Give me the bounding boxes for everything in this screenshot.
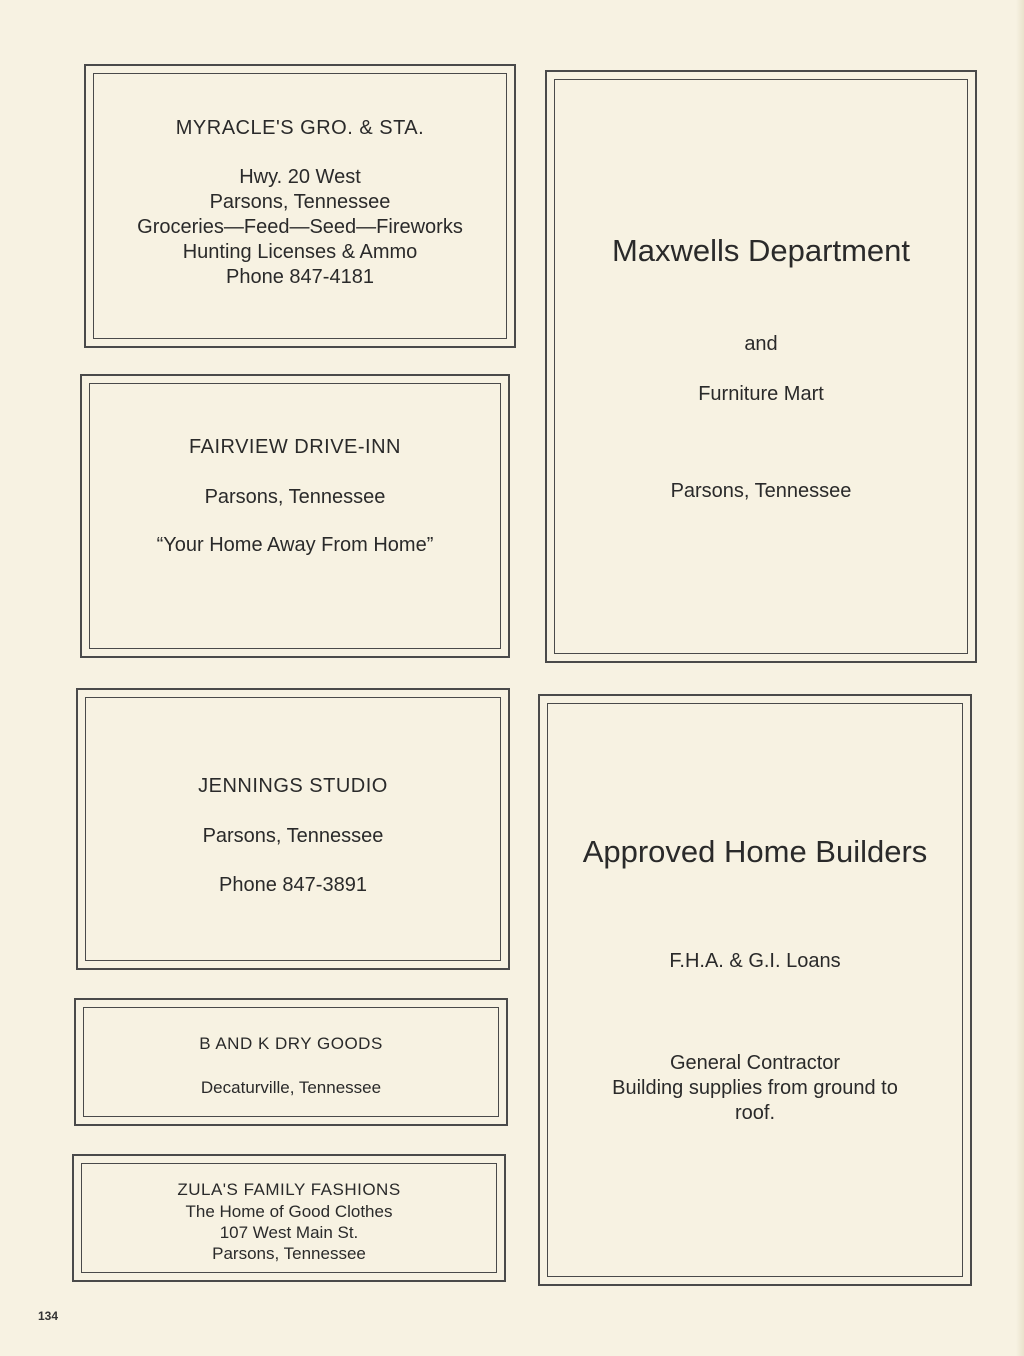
ad-fairview (80, 374, 510, 658)
ad-subtitle: Furniture Mart (698, 383, 824, 405)
ad-city: Parsons, Tennessee (670, 480, 852, 502)
ad-title: Approved Home Builders (582, 834, 928, 869)
ad-address: Hwy. 20 West (239, 166, 361, 188)
ad-loans: F.H.A. & G.I. Loans (669, 950, 841, 972)
ad-title: Maxwells Department (611, 233, 911, 268)
ad-title: ZULA'S FAMILY FASHIONS (177, 1180, 401, 1199)
ad-supplies: Building supplies from ground to (612, 1077, 898, 1099)
ad-contractor: General Contractor (669, 1052, 841, 1074)
ad-inner-border (554, 79, 968, 654)
ad-title: MYRACLE'S GRO. & STA. (175, 117, 425, 139)
ad-phone: Phone 847-3891 (219, 874, 367, 896)
ad-address: 107 West Main St. (219, 1223, 359, 1242)
ad-supplies-cont: roof. (734, 1102, 776, 1124)
page-edge (1016, 0, 1024, 1356)
ad-slogan: The Home of Good Clothes (185, 1202, 393, 1221)
ad-city: Parsons, Tennessee (209, 191, 391, 213)
ad-bandk (74, 998, 508, 1126)
ad-approved (538, 694, 972, 1286)
ad-goods: Groceries—Feed—Seed—Fireworks (137, 216, 463, 238)
ad-title: FAIRVIEW DRIVE-INN (189, 436, 401, 458)
ad-jennings (76, 688, 510, 970)
ad-myracles (84, 64, 516, 348)
ad-slogan: “Your Home Away From Home” (156, 534, 434, 556)
ad-title: B AND K DRY GOODS (199, 1034, 383, 1053)
ad-city: Parsons, Tennessee (204, 486, 386, 508)
page-number: 134 (38, 1309, 59, 1323)
ad-title: JENNINGS STUDIO (198, 775, 388, 797)
ad-inner-border (83, 1007, 499, 1117)
ad-inner-border (89, 383, 501, 649)
ad-and: and (744, 333, 778, 355)
ad-inner-border (547, 703, 963, 1277)
ad-city: Parsons, Tennessee (212, 1244, 366, 1263)
ad-phone: Phone 847-4181 (226, 266, 374, 288)
ad-licenses: Hunting Licenses & Ammo (182, 241, 418, 263)
ad-city: Decaturville, Tennessee (200, 1078, 382, 1097)
ad-zulas (72, 1154, 506, 1282)
ad-maxwells (545, 70, 977, 663)
ad-city: Parsons, Tennessee (202, 825, 384, 847)
